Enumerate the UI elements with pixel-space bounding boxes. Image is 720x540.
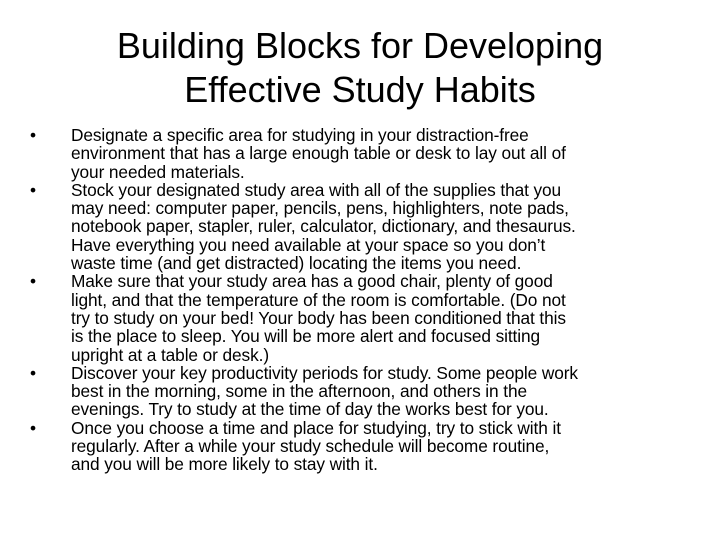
bullet-text-line: regularly. After a while your study schedule will become routine,	[71, 436, 550, 457]
bullet-item-routine	[30, 419, 680, 474]
bullet-item-study-area	[30, 126, 680, 181]
bullet-text-line: environment that has a large enough table or desk to lay out all of	[71, 143, 566, 164]
bullet-text-line: upright at a table or desk.)	[71, 344, 269, 365]
bullet-item-comfort	[30, 272, 680, 363]
slide-title	[40, 24, 680, 112]
bullet-item-supplies	[30, 181, 680, 272]
bullet-text-line: evenings. Try to study at the time of day the works best for you.	[71, 399, 549, 420]
bullet-text-line: notebook paper, stapler, ruler, calculator, dictionary, and thesaurus.	[71, 216, 576, 237]
slide-title-line-2: Effective Study Habits	[184, 69, 536, 110]
bullet-list	[30, 126, 680, 474]
bullet-text-line: Stock your designated study area with all of the supplies that you	[71, 179, 562, 200]
bullet-text-line: your needed materials.	[71, 161, 245, 182]
bullet-text-line: is the place to sleep. You will be more alert and focused sitting	[71, 326, 541, 347]
bullet-text-line: Designate a specific area for studying in your distraction-free	[71, 125, 529, 145]
bullet-point-icon: •	[30, 417, 36, 438]
bullet-text-line: may need: computer paper, pencils, pens, highlighters, note pads,	[71, 198, 569, 219]
bullet-point-icon: •	[30, 125, 36, 145]
bullet-text-line: light, and that the temperature of the room is comfortable. (Do not	[71, 289, 566, 310]
bullet-text-line: waste time (and get distracted) locating the items you need.	[71, 253, 522, 274]
bullet-item-productivity	[30, 364, 680, 419]
bullet-point-icon: •	[30, 179, 36, 200]
bullet-point-icon: •	[30, 362, 36, 383]
bullet-text-line: and you will be more likely to stay with it.	[71, 454, 378, 475]
bullet-text-line: best in the morning, some in the afternoon, and others in the	[71, 381, 527, 402]
bullet-text-line: Have everything you need available at your space so you don’t	[71, 234, 546, 255]
bullet-text-line: Discover your key productivity periods for study. Some people work	[71, 362, 578, 383]
slide-title-line-1: Building Blocks for Developing	[116, 25, 604, 66]
bullet-text-line: Once you choose a time and place for studying, try to stick with it	[71, 417, 561, 438]
bullet-text-line: try to study on your bed! Your body has been conditioned that this	[71, 307, 566, 328]
bullet-point-icon: •	[30, 271, 36, 292]
bullet-text-line: Make sure that your study area has a good chair, plenty of good	[71, 271, 553, 292]
